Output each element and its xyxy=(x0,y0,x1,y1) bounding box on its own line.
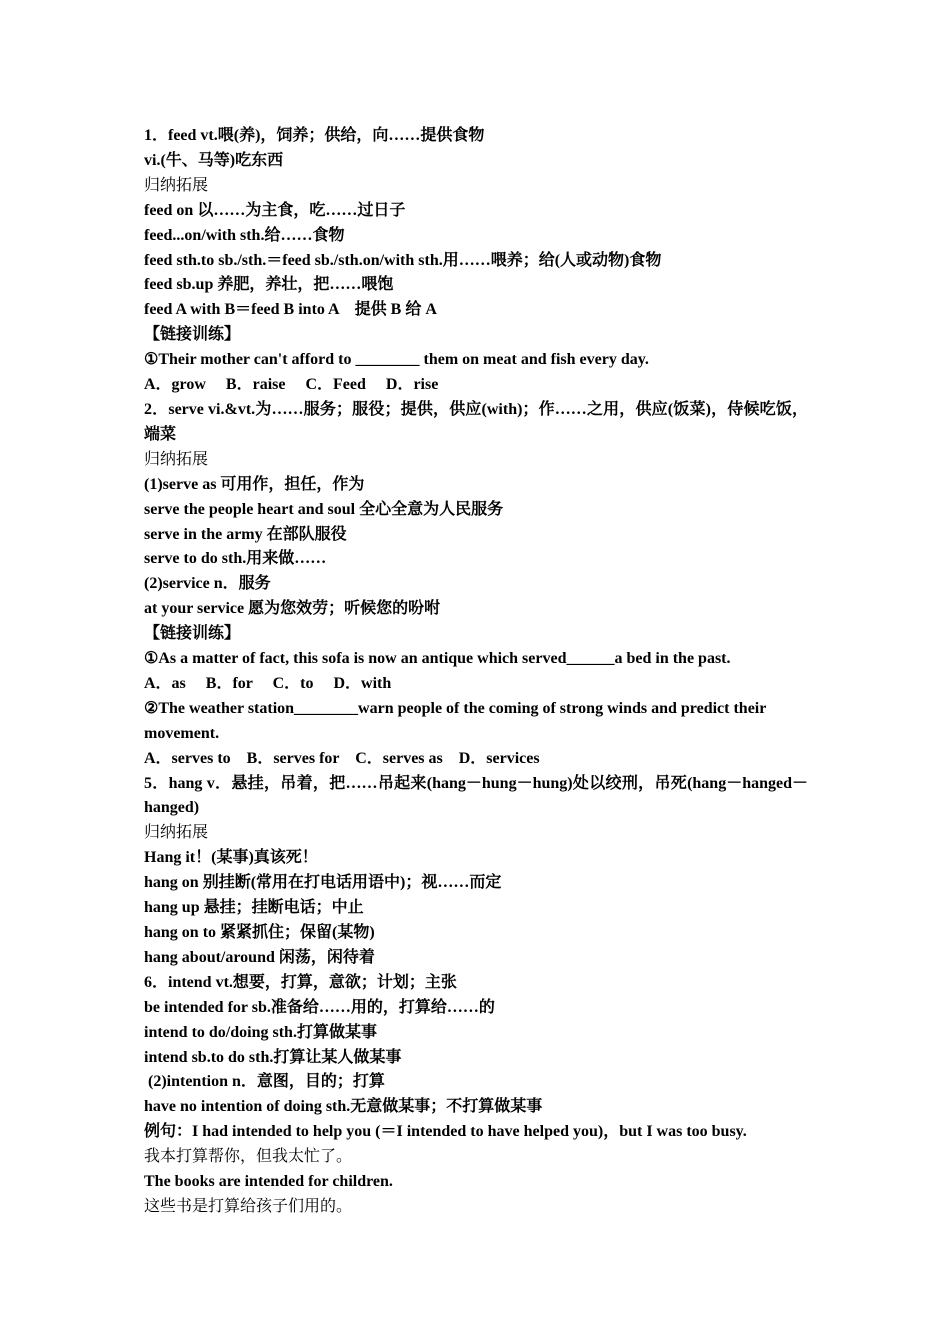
section-label-extension: 归纳拓展 xyxy=(144,450,209,468)
feed-phrase-feed-to: feed sth.to sb./sth.＝feed sb./sth.on/with sth.用……喂养；给(人或动物)食物 xyxy=(144,251,662,269)
intend-phrase-be-intended-for: be intended for sb.准备给……用的，打算给……的 xyxy=(144,998,495,1016)
practice-options: A．as B．for C．to D．with xyxy=(144,674,392,692)
service-noun: (2)service n．服务 xyxy=(144,575,271,593)
serve-phrase-in-the-army: serve in the army 在部队服役 xyxy=(144,525,347,543)
example-sentence-english: 例句：I had intended to help you (＝I intended to have helped you)，but I was too busy. xyxy=(144,1123,747,1141)
intend-heading: 6．intend vt.想要，打算，意欲；计划；主张 xyxy=(144,973,457,991)
hang-phrase-hang-about: hang about/around 闲荡，闲待着 xyxy=(144,948,375,966)
example-sentence-chinese: 我本打算帮你，但我太忙了。 xyxy=(144,1148,353,1166)
intend-phrase-intend-to-do: intend to do/doing sth.打算做某事 xyxy=(144,1023,377,1041)
feed-phrase-feed-with: feed...on/with sth.给……食物 xyxy=(144,226,345,244)
section-label-extension: 归纳拓展 xyxy=(144,824,209,842)
serve-phrase-heart-and-soul: serve the people heart and soul 全心全意为人民服务 xyxy=(144,500,504,518)
hang-phrase-hang-on-to: hang on to 紧紧抓住；保留(某物) xyxy=(144,924,375,941)
feed-phrase-feed-a-with-b: feed A with B＝feed B into A 提供 B 给 A xyxy=(144,301,437,319)
hang-heading: 5．hang v．悬挂，吊着，把……吊起来(hang－hung－hung)处以绞刑，吊死(hang－hanged－hanged) xyxy=(144,774,808,817)
section-label-practice: 【链接训练】 xyxy=(144,625,241,643)
intention-noun: (2)intention n．意图，目的；打算 xyxy=(144,1073,385,1091)
feed-phrase-feed-on: feed on 以……为主食，吃……过日子 xyxy=(144,201,406,219)
hang-phrase-hang-up: hang up 悬挂；挂断电话；中止 xyxy=(144,899,364,917)
intend-phrase-intend-sb-to-do: intend sb.to do sth.打算让某人做某事 xyxy=(144,1048,402,1066)
example-sentence-english: The books are intended for children. xyxy=(144,1173,393,1191)
practice-question: ②The weather station________warn people of the coming of strong winds and predict their movement. xyxy=(144,699,767,742)
section-label-practice: 【链接训练】 xyxy=(144,326,241,344)
serve-phrase-serve-to-do: serve to do sth.用来做…… xyxy=(144,550,327,568)
service-phrase-at-your-service: at your service 愿为您效劳；听候您的吩咐 xyxy=(144,600,441,618)
serve-heading: 2．serve vi.&vt.为……服务；服役；提供，供应(with)；作……之用，供应(饭菜)，侍候吃饭，端菜 xyxy=(144,400,808,443)
example-sentence-chinese: 这些书是打算给孩子们用的。 xyxy=(144,1197,353,1215)
practice-question: ①Their mother can't afford to ________ them on meat and fish every day. xyxy=(144,351,649,369)
hang-phrase-hang-it: Hang it！(某事)真该死！ xyxy=(144,849,318,867)
document-body xyxy=(144,124,808,1220)
practice-question: ①As a matter of fact, this sofa is now an antique which served______a bed in the past. xyxy=(144,650,731,668)
feed-phrase-feed-up: feed sb.up 养肥，养壮，把……喂饱 xyxy=(144,276,394,294)
intention-phrase-no-intention: have no intention of doing sth.无意做某事；不打算做某事 xyxy=(144,1098,543,1116)
hang-phrase-hang-on: hang on 别挂断(常用在打电话用语中)；视……而定 xyxy=(144,874,502,892)
feed-vi-definition: vi.(牛、马等)吃东西 xyxy=(144,151,284,169)
practice-options: A．grow B．raise C．Feed D．rise xyxy=(144,376,439,394)
practice-options: A．serves to B．serves for C．serves as D．services xyxy=(144,749,540,767)
feed-heading: 1．feed vt.喂(养)，饲养；供给，向……提供食物 xyxy=(144,127,485,144)
serve-phrase-serve-as: (1)serve as 可用作，担任，作为 xyxy=(144,475,365,493)
section-label-extension: 归纳拓展 xyxy=(144,176,209,194)
